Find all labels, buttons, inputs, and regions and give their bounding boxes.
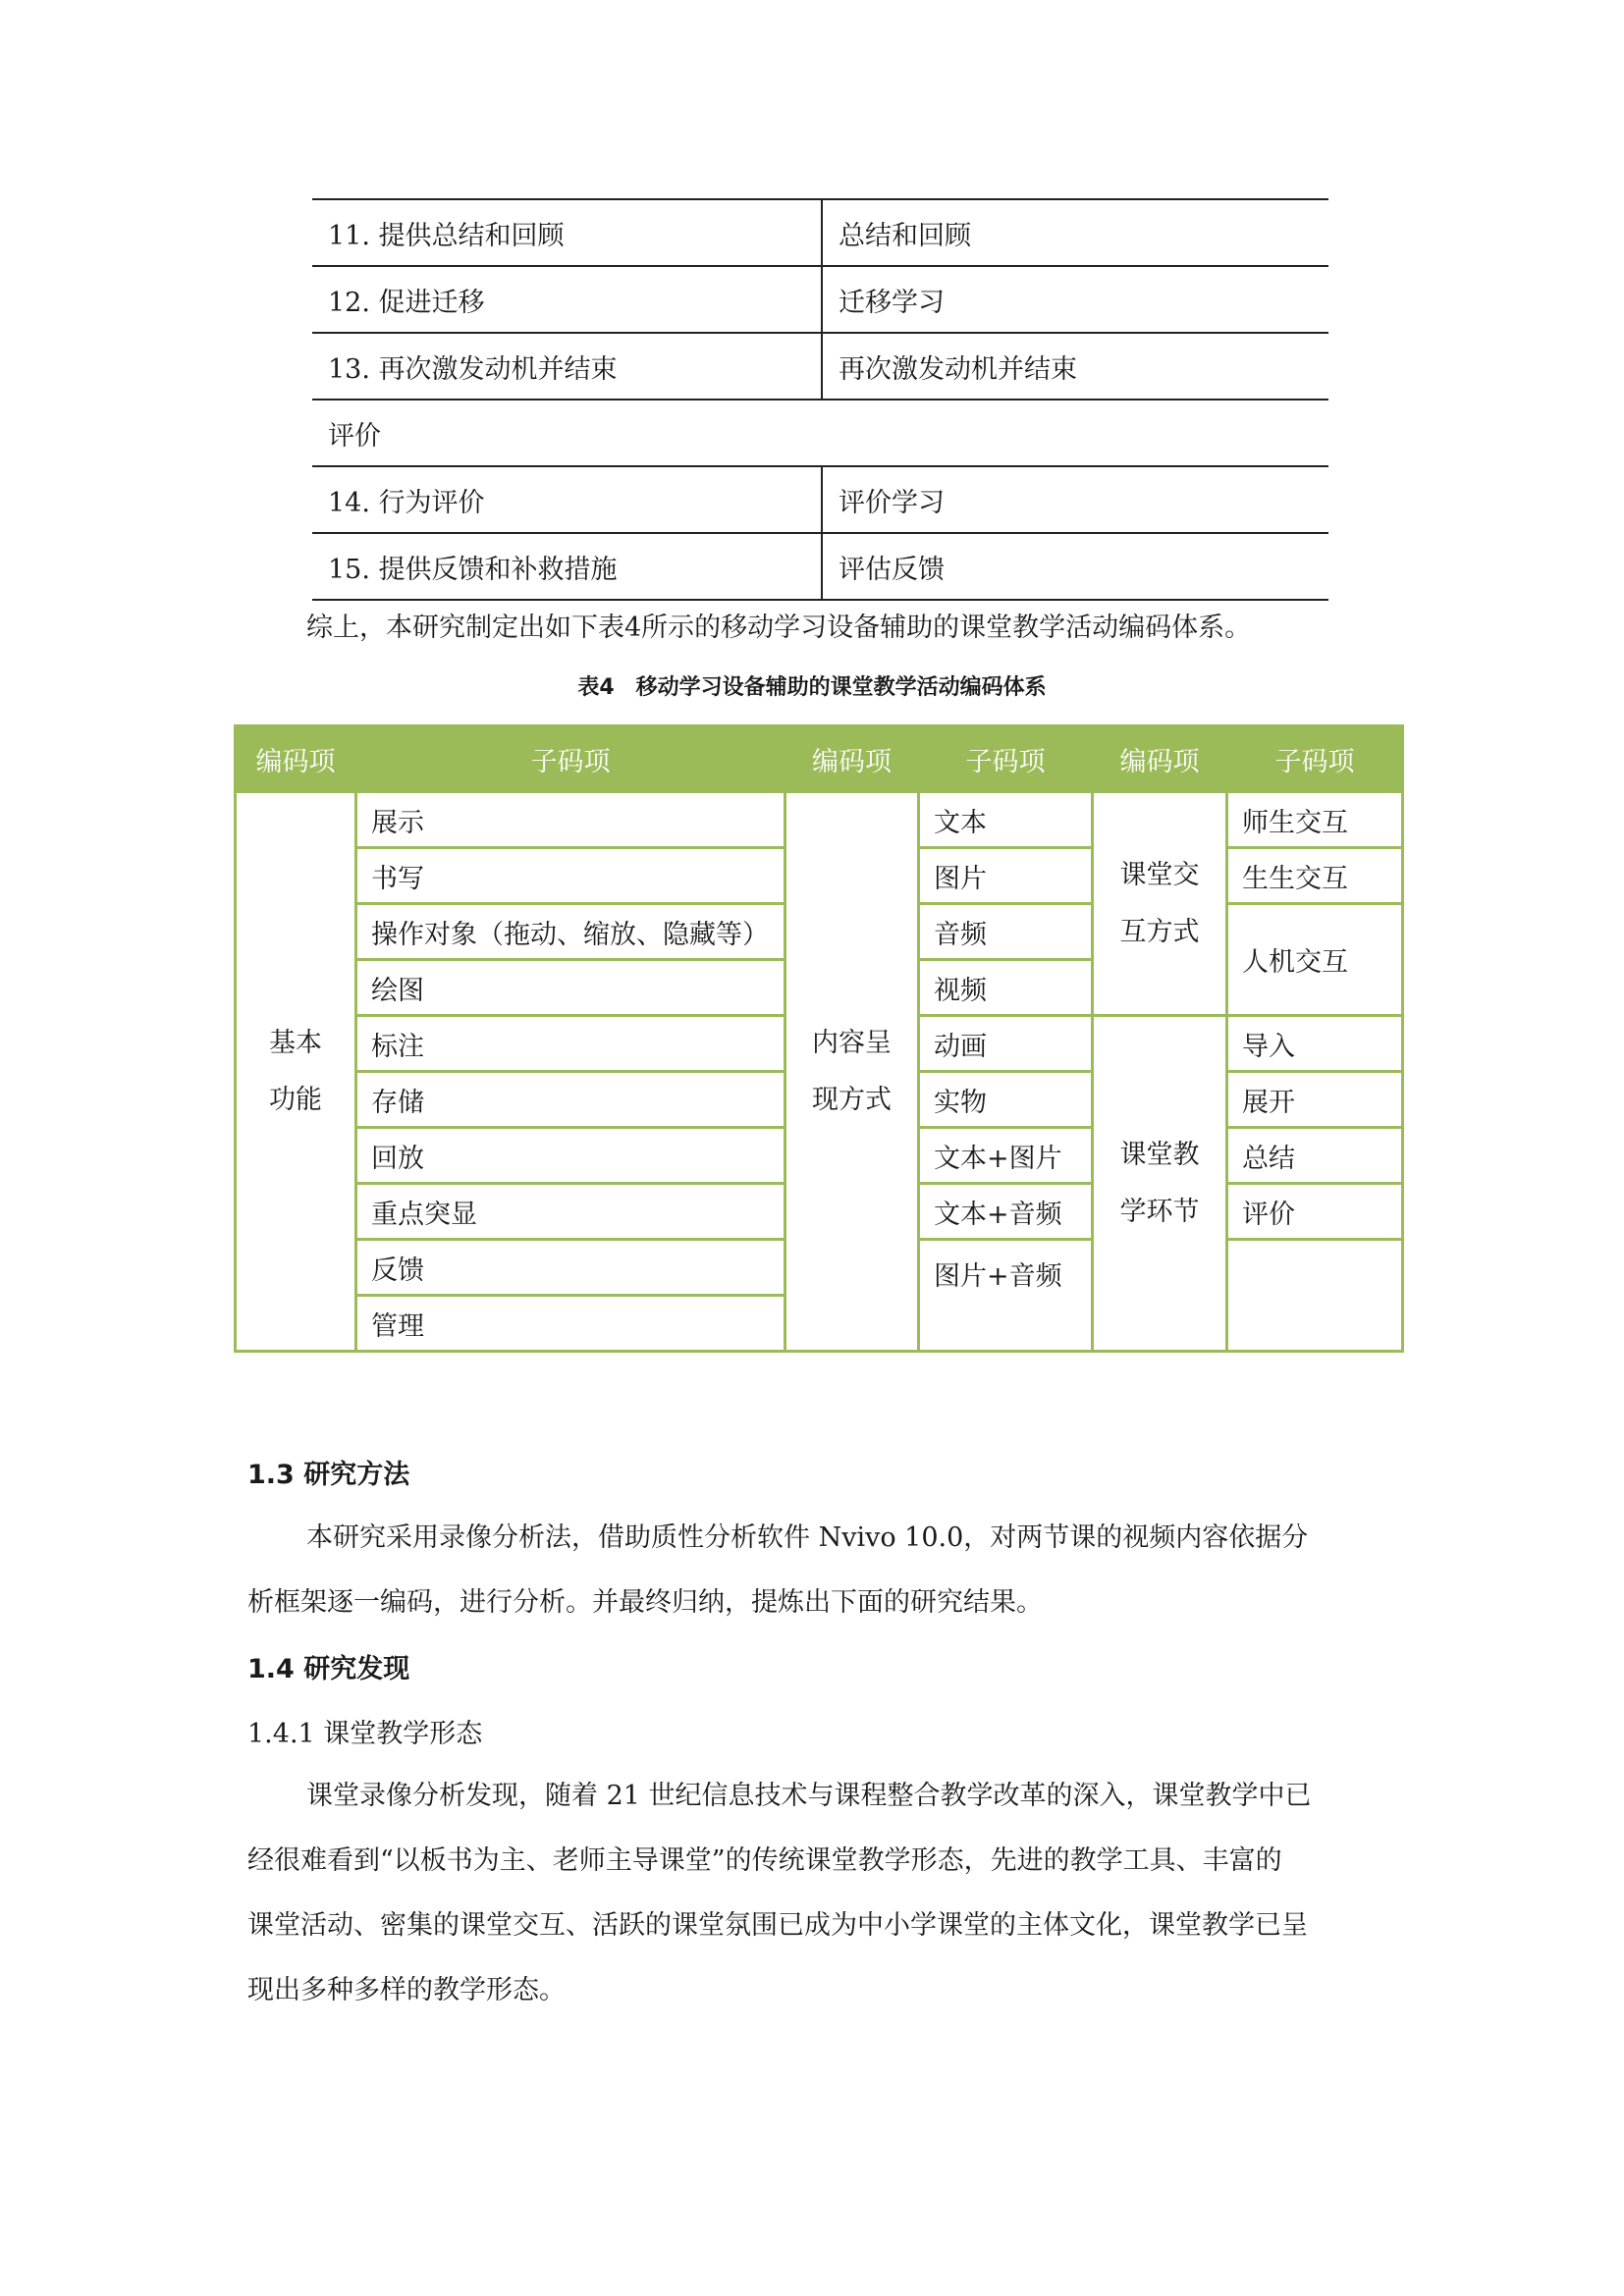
table-cell: 标注 (356, 1016, 785, 1072)
group-label-basic (236, 792, 356, 1352)
group-label-line: 互方式 (1119, 916, 1200, 947)
table-cell: 评价 (1227, 1184, 1403, 1240)
table-row (312, 266, 1328, 333)
table-cell: 视频 (919, 960, 1093, 1016)
table-cell: 回放 (356, 1128, 785, 1184)
table-row (312, 199, 1328, 266)
table-cell: 15. 提供反馈和补救措施 (312, 533, 822, 600)
table-cell: 师生交互 (1227, 792, 1403, 848)
group-label-stage (1093, 1016, 1227, 1352)
table-row (236, 792, 1403, 848)
top-table (312, 198, 1328, 601)
group-label-line: 基本 (269, 1027, 322, 1058)
table-cell: 文本+音频 (919, 1184, 1093, 1240)
table-cell: 反馈 (356, 1240, 785, 1296)
table-row (312, 466, 1328, 533)
table-cell: 图片+音频 (919, 1240, 1093, 1352)
table-row (312, 533, 1328, 600)
table-cell: 实物 (919, 1072, 1093, 1128)
paragraph-line: 课堂录像分析发现，随着 21 世纪信息技术与课程整合教学改革的深入，课堂教学中已 (306, 1781, 1312, 1811)
table-cell: 生生交互 (1227, 848, 1403, 904)
paragraph-line: 现出多种多样的教学形态。 (247, 1975, 566, 2005)
table-cell: 迁移学习 (822, 266, 1328, 333)
header-cell: 编码项 (785, 726, 919, 792)
table-cell: 人机交互 (1227, 904, 1403, 1016)
table-cell: 展示 (356, 792, 785, 848)
table-cell: 存储 (356, 1072, 785, 1128)
table-cell: 绘图 (356, 960, 785, 1016)
paragraph-line: 析框架逐一编码，进行分析。并最终归纳，提炼出下面的研究结果。 (247, 1587, 1043, 1618)
table-cell: 重点突显 (356, 1184, 785, 1240)
table-cell: 文本 (919, 792, 1093, 848)
table-row (312, 333, 1328, 400)
table-cell: 动画 (919, 1016, 1093, 1072)
group-label-line: 功能 (269, 1084, 322, 1115)
coding-table (234, 724, 1404, 1353)
header-cell: 子码项 (356, 726, 785, 792)
table-cell: 管理 (356, 1296, 785, 1352)
table-cell: 评价学习 (822, 466, 1328, 533)
table-cell: 导入 (1227, 1016, 1403, 1072)
table-cell: 书写 (356, 848, 785, 904)
table-cell: 11. 提供总结和回顾 (312, 199, 822, 266)
table-cell: 13. 再次激发动机并结束 (312, 333, 822, 400)
header-cell: 子码项 (919, 726, 1093, 792)
group-label-line: 课堂交 (1119, 859, 1200, 890)
paragraph-line: 本研究采用录像分析法，借助质性分析软件 Nvivo 10.0，对两节课的视频内容依据分 (306, 1522, 1309, 1553)
table-cell: 评估反馈 (822, 533, 1328, 600)
header-cell: 子码项 (1227, 726, 1403, 792)
table-cell: 展开 (1227, 1072, 1403, 1128)
table-caption: 表4 移动学习设备辅助的课堂教学活动编码体系 (577, 675, 1047, 700)
table-section-label: 评价 (312, 400, 1328, 466)
intro-paragraph: 综上，本研究制定出如下表4所示的移动学习设备辅助的课堂教学活动编码体系。 (306, 613, 1252, 643)
paragraph-line: 经很难看到“以板书为主、老师主导课堂”的传统课堂教学形态，先进的教学工具、丰富的 (247, 1845, 1282, 1876)
header-cell: 编码项 (236, 726, 356, 792)
group-label-interaction (1093, 792, 1227, 1016)
table-row (312, 400, 1328, 466)
table-cell: 操作对象（拖动、缩放、隐藏等） (356, 904, 785, 960)
table-cell: 14. 行为评价 (312, 466, 822, 533)
group-label-line: 学环节 (1119, 1196, 1200, 1227)
table-cell: 总结和回顾 (822, 199, 1328, 266)
table-cell: 文本+图片 (919, 1128, 1093, 1184)
section-heading: 1.4 研究发现 (247, 1654, 410, 1684)
table-cell: 音频 (919, 904, 1093, 960)
header-cell: 编码项 (1093, 726, 1227, 792)
section-heading: 1.3 研究方法 (247, 1460, 410, 1490)
group-label-line: 课堂教 (1119, 1139, 1200, 1170)
table-cell: 总结 (1227, 1128, 1403, 1184)
group-label-content (785, 792, 919, 1352)
group-label-line: 内容呈 (812, 1027, 892, 1058)
group-label-line: 现方式 (812, 1084, 892, 1115)
table-cell-empty (1227, 1240, 1403, 1352)
table-header-row (236, 726, 1403, 792)
table-cell: 再次激发动机并结束 (822, 333, 1328, 400)
table-cell: 12. 促进迁移 (312, 266, 822, 333)
table-cell: 图片 (919, 848, 1093, 904)
paragraph-line: 课堂活动、密集的课堂交互、活跃的课堂氛围已成为中小学课堂的主体文化，课堂教学已呈 (247, 1910, 1308, 1941)
subsection-heading: 1.4.1 课堂教学形态 (247, 1719, 483, 1749)
